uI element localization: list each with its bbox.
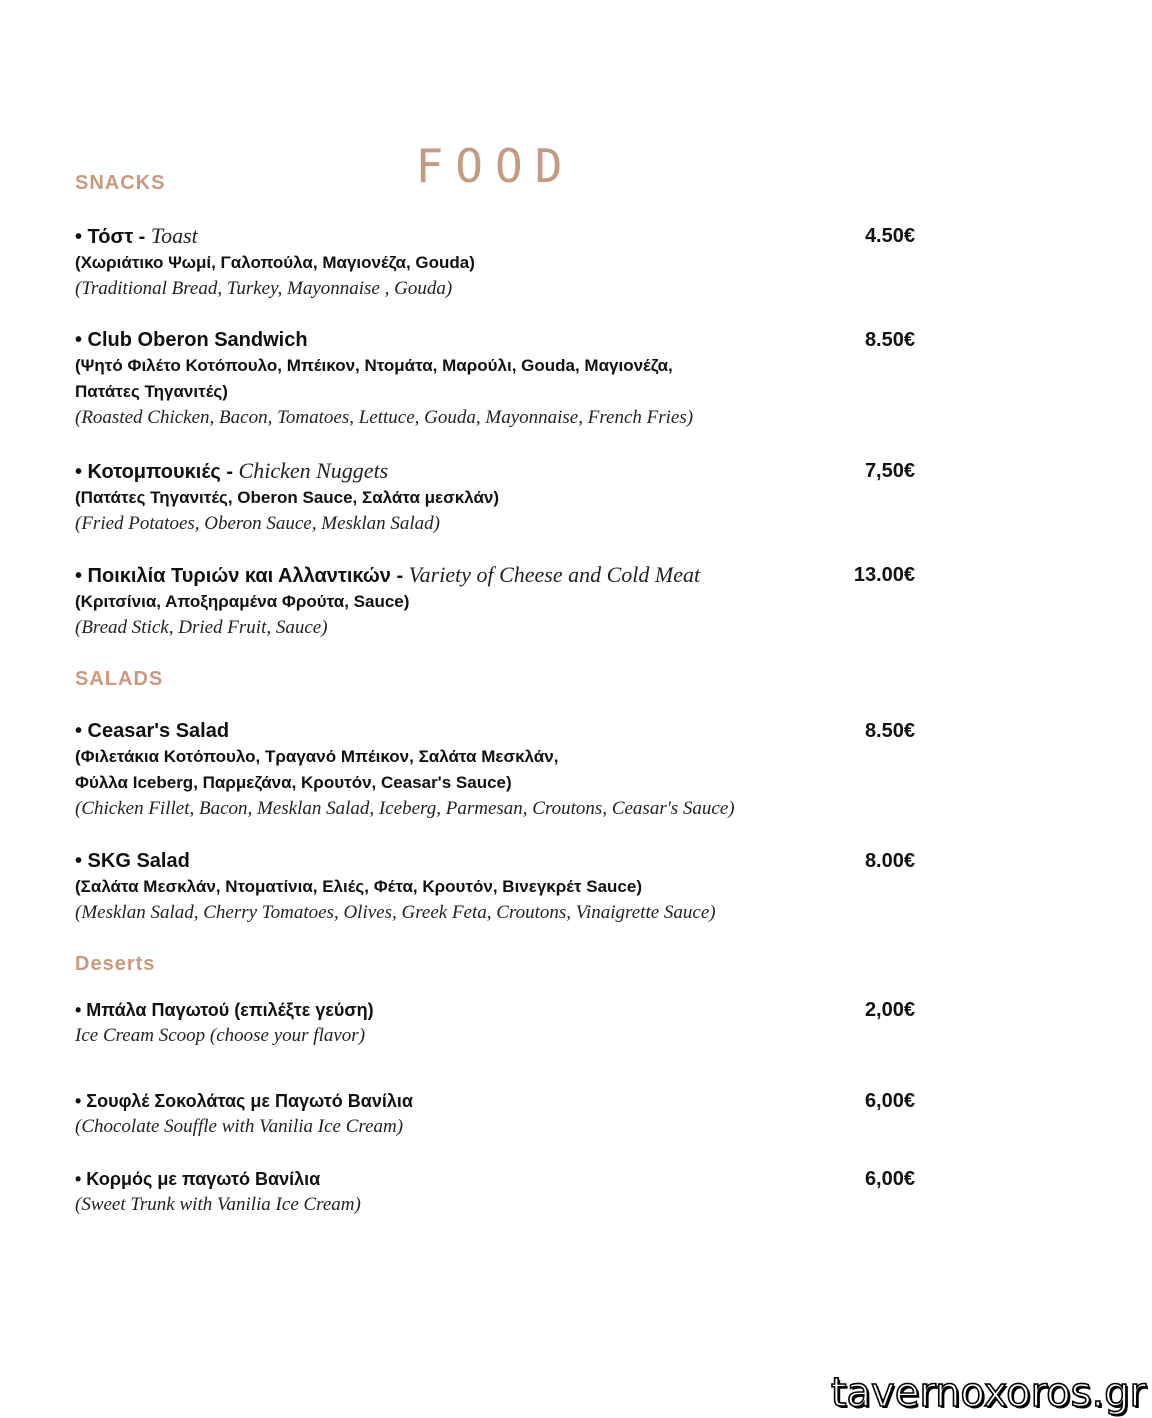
menu-item-skg-salad (75, 848, 915, 926)
item-ingredients-greek: Φύλλα Iceberg, Παρμεζάνα, Κρουτόν, Ceasar's Sauce) (75, 773, 512, 792)
item-name-greek: • SKG Salad (75, 850, 190, 872)
item-price: 2,00€ (864, 999, 915, 1021)
item-name-greek: • Σουφλέ Σοκολάτας με Παγωτό Βανίλια (75, 1091, 413, 1111)
item-price: 6,00€ (864, 1090, 915, 1112)
item-price: 4.50€ (864, 225, 915, 247)
item-ingredients-english: (Roasted Chicken, Bacon, Tomatoes, Lettuce, Gouda, Mayonnaise, French Fries) (75, 407, 694, 428)
item-ingredients-english: (Mesklan Salad, Cherry Tomatoes, Olives, Greek Feta, Croutons, Vinaigrette Sauce) (75, 902, 716, 923)
menu-item-chicken-nuggets (75, 458, 915, 537)
item-name-greek: • Τόστ - (75, 226, 151, 248)
item-ingredients-english: Ice Cream Scoop (choose your flavor) (75, 1025, 366, 1046)
item-price: 13.00€ (853, 564, 915, 586)
item-price: 7,50€ (864, 460, 915, 482)
item-name-greek: • Κοτομπουκιές - (75, 461, 239, 483)
page-title: FOOD (415, 138, 575, 193)
item-name-greek: • Μπάλα Παγωτού (επιλέξτε γεύση) (75, 1000, 374, 1020)
item-ingredients-greek: Πατάτες Τηγανιτές) (75, 382, 228, 401)
item-price: 8.50€ (864, 720, 915, 742)
menu-item-ice-cream-scoop (75, 997, 915, 1049)
item-name-greek: • Ceasar's Salad (75, 720, 230, 742)
section-heading-salads: SALADS (75, 668, 164, 690)
item-ingredients-greek: (Κριτσίνια, Αποξηραμένα Φρούτα, Sauce) (75, 592, 410, 611)
item-name-greek: • Κορμός με παγωτό Βανίλια (75, 1169, 321, 1189)
item-ingredients-english: (Chocolate Souffle with Vanilia Ice Cream) (75, 1116, 404, 1137)
item-ingredients-english: (Sweet Trunk with Vanilia Ice Cream) (75, 1194, 361, 1215)
item-ingredients-greek: (Χωριάτικο Ψωμί, Γαλοπούλα, Μαγιονέζα, Gouda) (75, 253, 475, 272)
item-name-english: Chicken Nuggets (238, 458, 389, 483)
item-price: 6,00€ (864, 1168, 915, 1190)
item-price: 8.50€ (864, 329, 915, 351)
item-ingredients-english: (Traditional Bread, Turkey, Mayonnaise , Gouda) (75, 278, 453, 299)
menu-item-sweet-trunk (75, 1166, 915, 1218)
section-heading-snacks: SNACKS (75, 172, 166, 194)
item-name-greek: • Club Oberon Sandwich (75, 329, 308, 351)
menu-item-club-sandwich (75, 327, 915, 431)
item-ingredients-greek: (Φιλετάκια Κοτόπουλο, Τραγανό Μπέικον, Σαλάτα Μεσκλάν, (75, 747, 559, 766)
menu-item-ceasars-salad (75, 718, 915, 822)
site-watermark: tavernoxoros.gr (830, 1370, 1146, 1416)
item-price: 8.00€ (864, 850, 915, 872)
item-ingredients-greek: (Ψητό Φιλέτο Κοτόπουλο, Μπέικον, Ντομάτα, Μαρούλι, Gouda, Μαγιονέζα, (75, 356, 673, 375)
menu-item-chocolate-souffle (75, 1088, 915, 1140)
item-ingredients-english: (Chicken Fillet, Bacon, Mesklan Salad, Iceberg, Parmesan, Croutons, Ceasar's Sauce) (75, 798, 735, 819)
item-name-greek: • Ποικιλία Τυριών και Αλλαντικών - (75, 565, 409, 587)
item-ingredients-english: (Bread Stick, Dried Fruit, Sauce) (75, 617, 328, 638)
item-name-english: Variety of Cheese and Cold Meat (408, 562, 701, 587)
item-name-english: Toast (150, 223, 198, 248)
section-heading-deserts: Deserts (75, 953, 156, 975)
menu-item-cheese-cold-meat (75, 562, 915, 641)
item-ingredients-english: (Fried Potatoes, Oberon Sauce, Mesklan Salad) (75, 513, 440, 534)
item-ingredients-greek: (Πατάτες Τηγανιτές, Oberon Sauce, Σαλάτα μεσκλάν) (75, 488, 500, 507)
item-ingredients-greek: (Σαλάτα Μεσκλάν, Ντοματίνια, Ελιές, Φέτα, Κρουτόν, Βινεγκρέτ Sauce) (75, 877, 643, 896)
menu-item-toast (75, 223, 915, 302)
